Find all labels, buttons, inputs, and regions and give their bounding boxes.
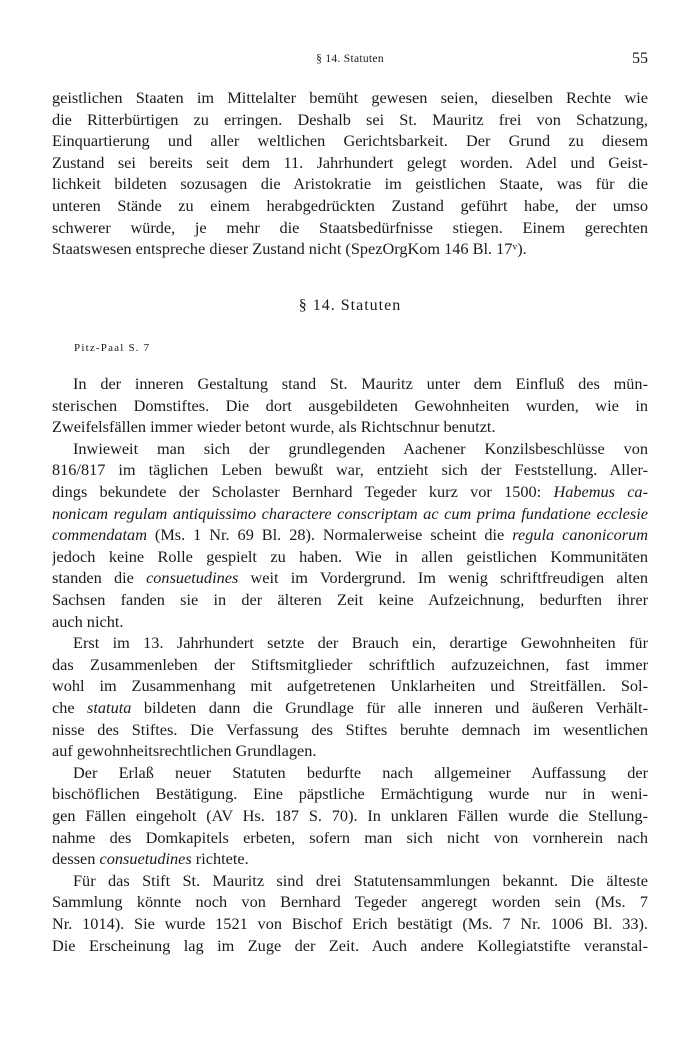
text-line: sterischen Domstiftes. Die dort ausgebildeten Gewohnheiten wurden, wie in: [52, 395, 648, 415]
source-reference: Pitz-Paal S. 7: [74, 342, 151, 354]
latin-term: statuta: [87, 697, 132, 717]
text-line: Nr. 1014). Sie wurde 1521 von Bischof Erich bestätigt (Ms. 7 Nr. 1006 Bl. 33).: [52, 913, 648, 933]
text-line: auf gewohnheitsrechtlichen Grundlagen.: [52, 741, 317, 761]
latin-term: consuetudines: [146, 568, 239, 588]
text-line: In der inneren Gestaltung stand St. Mauritz unter dem Einfluß des mün-: [73, 374, 648, 393]
text-line: dessen consuetudines richtete.: [52, 849, 249, 869]
text-line: nisse des Stiftes. Die Verfassung des Stiftes beruhte demnach im wesentlichen: [52, 719, 648, 739]
text-line: gen Fällen eingeholt (AV Hs. 187 S. 70). In unklaren Fällen wurde die Stellung-: [52, 805, 648, 825]
paragraph-3: [52, 632, 648, 762]
paragraph-4: [52, 762, 648, 870]
text-line: geistlichen Staaten im Mittelalter bemüht gewesen seien, dieselben Rechte wie: [52, 88, 648, 107]
text-line: lichkeit bildeten sozusagen die Aristokratie im geistlichen Staate, was für die: [52, 174, 648, 194]
paragraph-continued: [52, 87, 648, 260]
latin-quote: commendatam: [52, 525, 147, 545]
page-number: 55: [632, 50, 648, 67]
text-line: Sammlung könnte noch von Bernhard Tegeder angeregt worden sein (Ms. 7: [52, 892, 648, 912]
text-line: die Ritterbürtigen zu erringen. Deshalb sei St. Mauritz frei von Schatzung,: [52, 109, 648, 129]
text-line: che statuta bildeten dann die Grundlage für alle inneren und äußeren Verhält-: [52, 697, 648, 717]
latin-term: consuetudines: [99, 849, 192, 869]
section-heading: § 14. Statuten: [298, 297, 402, 314]
text-line: Einquartierung und aller weltlichen Gerichtsbarkeit. Der Grund zu diesem: [52, 131, 648, 151]
text-line: 816/817 im täglichen Leben bewußt war, entzieht sich der Feststellung. Aller-: [52, 460, 648, 480]
text-line: auch nicht.: [52, 611, 124, 631]
text-line: unteren Stände zu einem herabgedrückten Zustand geführt habe, der umso: [52, 195, 648, 215]
text-line: nahme des Domkapitels erbeten, sofern man sich nicht von vornherein nach: [52, 827, 648, 847]
latin-quote: nonicam regulam antiquissimo charactere conscriptam ac cum prima fundatione ecclesie: [52, 503, 648, 523]
text-line: dings bekundete der Scholaster Bernhard Tegeder kurz vor 1500: Habemus ca-: [52, 481, 648, 501]
text-line: Sachsen fanden sie in der älteren Zeit keine Aufzeichnung, bedurften ihrer: [52, 589, 648, 609]
text-line: Zweifelsfällen immer wieder betont wurde, als Richtschnur benutzt.: [52, 417, 496, 437]
text-line: standen die consuetudines weit im Vordergrund. Im wenig schriftfreudigen alten: [52, 568, 648, 588]
text-line: commendatam (Ms. 1 Nr. 69 Bl. 28). Normalerweise scheint die regula canonicorum: [52, 525, 648, 545]
text-line: Inwieweit man sich der grundlegenden Aachener Konzilsbeschlüsse von: [73, 438, 648, 458]
text-line: Für das Stift St. Mauritz sind drei Statutensammlungen bekannt. Die älteste: [73, 870, 648, 890]
text-line: Zustand sei bereits seit dem 11. Jahrhundert gelegt worden. Adel und Geist-: [52, 152, 648, 172]
running-head-section: § 14. Statuten: [316, 53, 384, 65]
text-line: wohl im Zusammenhang mit aufgetretenen Unklarheiten und Streitfällen. Sol-: [52, 676, 648, 696]
text-line: bischöflichen Bestätigung. Eine päpstliche Ermächtigung wurde nur in weni-: [52, 784, 648, 804]
paragraph-2: [52, 438, 648, 632]
latin-term: regula canonicorum: [512, 525, 648, 545]
text-line: Der Erlaß neuer Statuten bedurfte nach allgemeiner Auffassung der: [73, 762, 648, 782]
text-line: Erst im 13. Jahrhundert setzte der Brauch ein, derartige Gewohnheiten für: [73, 633, 648, 653]
text-line: das Zusammenleben der Stiftsmitglieder schriftlich aufzuzeichnen, fast immer: [52, 654, 648, 674]
text-line: jedoch keine Rolle gespielt zu haben. Wie in allen geistlichen Kommunitäten: [52, 546, 648, 566]
running-head: [52, 50, 648, 70]
text-line: schwerer würde, je mehr die Staatsbedürfnisse stiegen. Einem gerechten: [52, 217, 648, 237]
text-line: [52, 503, 648, 525]
latin-quote: Habemus ca-: [553, 481, 648, 501]
text-line: Staatswesen entspreche dieser Zustand nicht (SpezOrgKom 146 Bl. 17ᵛ).: [52, 239, 527, 259]
paragraph-5: [52, 870, 648, 956]
text-line: Die Erscheinung lag im Zuge der Zeit. Auch andere Kollegiatstifte veranstal-: [52, 935, 648, 955]
paragraph-1: [52, 373, 648, 438]
